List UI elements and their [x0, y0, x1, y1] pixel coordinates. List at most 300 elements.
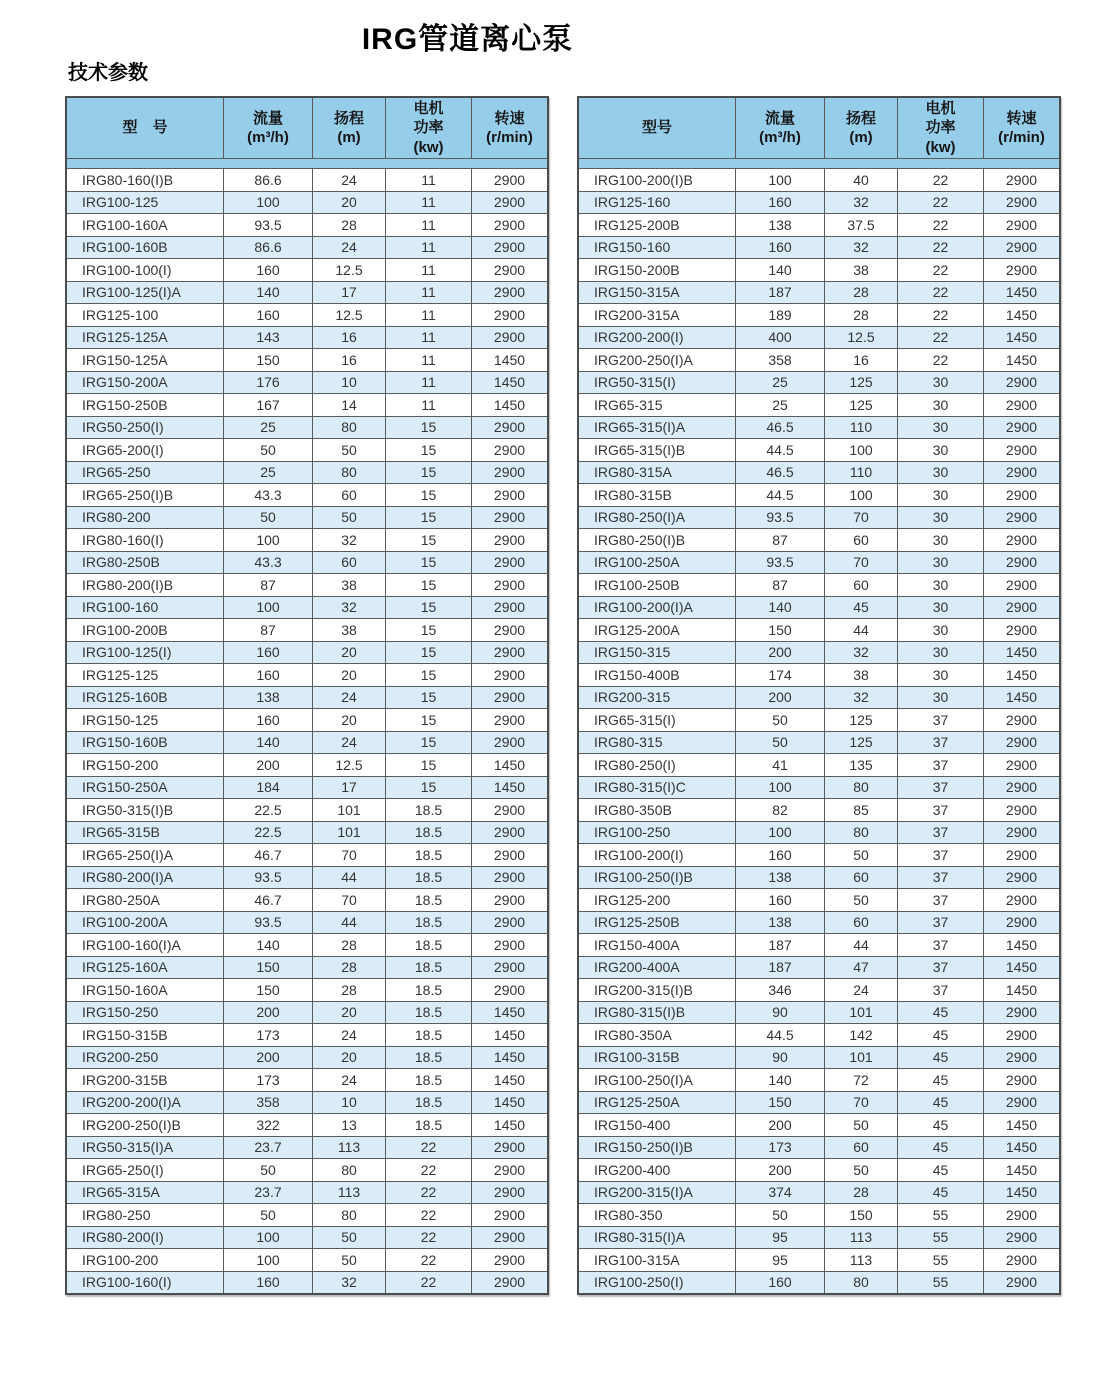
value-cell: 18.5 — [386, 979, 472, 1002]
model-cell: IRG100-200(I) — [578, 844, 736, 867]
value-cell: 60 — [825, 1136, 898, 1159]
value-cell: 60 — [313, 484, 386, 507]
table-row — [66, 799, 548, 822]
model-cell: IRG80-250B — [66, 551, 224, 574]
table-row — [66, 326, 548, 349]
value-cell: 45 — [898, 1114, 984, 1137]
value-cell: 138 — [736, 866, 825, 889]
value-cell: 200 — [224, 1001, 313, 1024]
model-cell: IRG65-315 — [578, 394, 736, 417]
value-cell: 37 — [898, 799, 984, 822]
spec-table-right-head — [578, 97, 1060, 169]
model-cell: IRG150-400 — [578, 1114, 736, 1137]
page-title: IRG管道离心泵 — [361, 23, 574, 56]
value-cell: 80 — [313, 416, 386, 439]
table-row — [66, 1046, 548, 1069]
value-cell: 1450 — [984, 304, 1061, 327]
value-cell: 30 — [898, 371, 984, 394]
value-cell: 2900 — [984, 416, 1061, 439]
table-row — [578, 1024, 1060, 1047]
value-cell: 2900 — [472, 1159, 549, 1182]
value-cell: 18.5 — [386, 1114, 472, 1137]
model-cell: IRG150-315B — [66, 1024, 224, 1047]
table-row — [66, 1114, 548, 1137]
value-cell: 15 — [386, 506, 472, 529]
value-cell: 20 — [313, 191, 386, 214]
value-cell: 23.7 — [224, 1181, 313, 1204]
value-cell: 2900 — [984, 889, 1061, 912]
value-cell: 1450 — [984, 1136, 1061, 1159]
model-cell: IRG80-315(I)C — [578, 776, 736, 799]
value-cell: 110 — [825, 416, 898, 439]
model-cell: IRG125-125A — [66, 326, 224, 349]
model-cell: IRG100-125(I) — [66, 641, 224, 664]
model-cell: IRG80-250(I)A — [578, 506, 736, 529]
model-cell: IRG150-200 — [66, 754, 224, 777]
value-cell: 187 — [736, 934, 825, 957]
value-cell: 2900 — [472, 1204, 549, 1227]
column-header: 流量 (m³/h) — [224, 97, 313, 159]
table-row — [578, 1226, 1060, 1249]
value-cell: 37 — [898, 776, 984, 799]
header-separator-cell — [66, 159, 548, 169]
value-cell: 37 — [898, 866, 984, 889]
table-row — [66, 574, 548, 597]
value-cell: 22 — [898, 304, 984, 327]
model-cell: IRG150-200B — [578, 259, 736, 282]
value-cell: 28 — [825, 304, 898, 327]
value-cell: 25 — [224, 416, 313, 439]
table-row — [578, 1159, 1060, 1182]
value-cell: 1450 — [984, 1159, 1061, 1182]
table-row — [578, 1181, 1060, 1204]
value-cell: 11 — [386, 169, 472, 192]
table-row — [578, 461, 1060, 484]
value-cell: 30 — [898, 664, 984, 687]
value-cell: 1450 — [984, 934, 1061, 957]
table-row — [66, 866, 548, 889]
value-cell: 15 — [386, 439, 472, 462]
value-cell: 2900 — [472, 1136, 549, 1159]
value-cell: 55 — [898, 1226, 984, 1249]
table-row — [66, 236, 548, 259]
model-cell: IRG100-315B — [578, 1046, 736, 1069]
value-cell: 12.5 — [313, 754, 386, 777]
table-row — [578, 1001, 1060, 1024]
table-row — [578, 371, 1060, 394]
value-cell: 2900 — [472, 326, 549, 349]
value-cell: 60 — [825, 911, 898, 934]
table-row — [66, 394, 548, 417]
value-cell: 100 — [736, 776, 825, 799]
value-cell: 45 — [898, 1046, 984, 1069]
value-cell: 46.7 — [224, 889, 313, 912]
value-cell: 22 — [898, 236, 984, 259]
value-cell: 50 — [736, 1204, 825, 1227]
value-cell: 2900 — [984, 1046, 1061, 1069]
value-cell: 174 — [736, 664, 825, 687]
value-cell: 160 — [736, 236, 825, 259]
value-cell: 113 — [825, 1249, 898, 1272]
value-cell: 1450 — [984, 349, 1061, 372]
value-cell: 160 — [224, 709, 313, 732]
value-cell: 2900 — [984, 709, 1061, 732]
value-cell: 93.5 — [224, 214, 313, 237]
value-cell: 46.7 — [224, 844, 313, 867]
value-cell: 70 — [825, 506, 898, 529]
model-cell: IRG100-250(I)B — [578, 866, 736, 889]
table-row — [578, 259, 1060, 282]
value-cell: 2900 — [472, 259, 549, 282]
value-cell: 1450 — [472, 1091, 549, 1114]
spec-table-right — [577, 96, 1061, 1295]
value-cell: 44 — [313, 911, 386, 934]
value-cell: 2900 — [984, 461, 1061, 484]
value-cell: 140 — [224, 281, 313, 304]
value-cell: 32 — [825, 191, 898, 214]
value-cell: 15 — [386, 461, 472, 484]
value-cell: 15 — [386, 484, 472, 507]
value-cell: 50 — [224, 439, 313, 462]
value-cell: 100 — [736, 821, 825, 844]
table-row — [578, 911, 1060, 934]
column-header: 电机 功率 (kw) — [898, 97, 984, 159]
table-row — [578, 416, 1060, 439]
value-cell: 140 — [736, 596, 825, 619]
table-row — [66, 641, 548, 664]
value-cell: 18.5 — [386, 866, 472, 889]
value-cell: 200 — [736, 1159, 825, 1182]
model-cell: IRG100-160B — [66, 236, 224, 259]
value-cell: 15 — [386, 619, 472, 642]
value-cell: 101 — [313, 821, 386, 844]
value-cell: 160 — [736, 844, 825, 867]
value-cell: 113 — [313, 1181, 386, 1204]
value-cell: 18.5 — [386, 1091, 472, 1114]
table-row — [578, 979, 1060, 1002]
value-cell: 160 — [736, 1271, 825, 1294]
value-cell: 2900 — [984, 754, 1061, 777]
table-row — [66, 956, 548, 979]
value-cell: 15 — [386, 686, 472, 709]
table-row — [578, 281, 1060, 304]
table-row — [66, 1136, 548, 1159]
value-cell: 150 — [224, 956, 313, 979]
value-cell: 2900 — [984, 484, 1061, 507]
table-row — [578, 619, 1060, 642]
table-row — [66, 506, 548, 529]
model-cell: IRG150-250(I)B — [578, 1136, 736, 1159]
value-cell: 142 — [825, 1024, 898, 1047]
value-cell: 1450 — [984, 686, 1061, 709]
value-cell: 15 — [386, 709, 472, 732]
value-cell: 322 — [224, 1114, 313, 1137]
value-cell: 2900 — [472, 956, 549, 979]
value-cell: 2900 — [984, 731, 1061, 754]
value-cell: 24 — [825, 979, 898, 1002]
value-cell: 11 — [386, 281, 472, 304]
model-cell: IRG80-250(I) — [578, 754, 736, 777]
value-cell: 2900 — [472, 709, 549, 732]
value-cell: 12.5 — [313, 304, 386, 327]
value-cell: 1450 — [472, 1114, 549, 1137]
value-cell: 30 — [898, 551, 984, 574]
table-row — [578, 596, 1060, 619]
value-cell: 2900 — [984, 619, 1061, 642]
value-cell: 173 — [224, 1069, 313, 1092]
value-cell: 15 — [386, 664, 472, 687]
value-cell: 28 — [825, 281, 898, 304]
value-cell: 12.5 — [313, 259, 386, 282]
value-cell: 2900 — [984, 1226, 1061, 1249]
model-cell: IRG125-200 — [578, 889, 736, 912]
model-cell: IRG150-200A — [66, 371, 224, 394]
value-cell: 2900 — [984, 529, 1061, 552]
value-cell: 90 — [736, 1046, 825, 1069]
value-cell: 150 — [224, 349, 313, 372]
value-cell: 113 — [313, 1136, 386, 1159]
value-cell: 16 — [825, 349, 898, 372]
model-cell: IRG150-160A — [66, 979, 224, 1002]
model-cell: IRG80-315(I)A — [578, 1226, 736, 1249]
model-cell: IRG65-315(I) — [578, 709, 736, 732]
value-cell: 37 — [898, 754, 984, 777]
value-cell: 125 — [825, 709, 898, 732]
value-cell: 50 — [224, 506, 313, 529]
table-row — [66, 1204, 548, 1227]
table-row — [578, 934, 1060, 957]
value-cell: 50 — [313, 439, 386, 462]
value-cell: 45 — [898, 1001, 984, 1024]
value-cell: 46.5 — [736, 416, 825, 439]
model-cell: IRG200-315B — [66, 1069, 224, 1092]
value-cell: 24 — [313, 731, 386, 754]
model-cell: IRG80-200(I)B — [66, 574, 224, 597]
table-row — [578, 236, 1060, 259]
value-cell: 87 — [736, 529, 825, 552]
value-cell: 1450 — [472, 1001, 549, 1024]
value-cell: 173 — [224, 1024, 313, 1047]
table-row — [66, 1091, 548, 1114]
table-row — [578, 1204, 1060, 1227]
value-cell: 1450 — [984, 979, 1061, 1002]
value-cell: 24 — [313, 1069, 386, 1092]
value-cell: 50 — [825, 1114, 898, 1137]
value-cell: 45 — [825, 596, 898, 619]
value-cell: 87 — [224, 574, 313, 597]
model-cell: IRG80-160(I) — [66, 529, 224, 552]
value-cell: 80 — [825, 821, 898, 844]
model-cell: IRG150-250B — [66, 394, 224, 417]
table-row — [578, 889, 1060, 912]
value-cell: 160 — [736, 191, 825, 214]
table-row — [66, 169, 548, 192]
table-row — [66, 709, 548, 732]
value-cell: 150 — [825, 1204, 898, 1227]
table-row — [66, 596, 548, 619]
value-cell: 18.5 — [386, 821, 472, 844]
value-cell: 32 — [313, 1271, 386, 1294]
value-cell: 22 — [386, 1159, 472, 1182]
value-cell: 37 — [898, 709, 984, 732]
table-row — [66, 1249, 548, 1272]
model-cell: IRG100-100(I) — [66, 259, 224, 282]
value-cell: 2900 — [984, 214, 1061, 237]
value-cell: 85 — [825, 799, 898, 822]
value-cell: 93.5 — [736, 551, 825, 574]
table-row — [578, 799, 1060, 822]
value-cell: 45 — [898, 1069, 984, 1092]
value-cell: 25 — [224, 461, 313, 484]
model-cell: IRG200-400A — [578, 956, 736, 979]
value-cell: 45 — [898, 1159, 984, 1182]
table-row — [578, 574, 1060, 597]
value-cell: 2900 — [984, 1024, 1061, 1047]
value-cell: 18.5 — [386, 956, 472, 979]
value-cell: 2900 — [984, 866, 1061, 889]
value-cell: 100 — [224, 191, 313, 214]
value-cell: 184 — [224, 776, 313, 799]
model-cell: IRG200-400 — [578, 1159, 736, 1182]
value-cell: 32 — [313, 529, 386, 552]
value-cell: 24 — [313, 236, 386, 259]
value-cell: 160 — [736, 889, 825, 912]
value-cell: 10 — [313, 371, 386, 394]
value-cell: 38 — [313, 619, 386, 642]
value-cell: 22 — [898, 326, 984, 349]
value-cell: 22.5 — [224, 799, 313, 822]
value-cell: 2900 — [472, 439, 549, 462]
value-cell: 37 — [898, 934, 984, 957]
value-cell: 70 — [825, 1091, 898, 1114]
value-cell: 50 — [313, 1249, 386, 1272]
value-cell: 30 — [898, 416, 984, 439]
value-cell: 18.5 — [386, 1024, 472, 1047]
value-cell: 2900 — [984, 551, 1061, 574]
value-cell: 2900 — [984, 191, 1061, 214]
value-cell: 17 — [313, 776, 386, 799]
value-cell: 1450 — [984, 1114, 1061, 1137]
table-row — [66, 1159, 548, 1182]
value-cell: 93.5 — [224, 911, 313, 934]
model-cell: IRG150-125 — [66, 709, 224, 732]
value-cell: 2900 — [984, 911, 1061, 934]
value-cell: 22 — [386, 1249, 472, 1272]
value-cell: 45 — [898, 1091, 984, 1114]
value-cell: 37 — [898, 844, 984, 867]
table-row — [66, 439, 548, 462]
value-cell: 30 — [898, 641, 984, 664]
table-row — [66, 754, 548, 777]
value-cell: 1450 — [984, 956, 1061, 979]
value-cell: 87 — [224, 619, 313, 642]
value-cell: 400 — [736, 326, 825, 349]
value-cell: 2900 — [472, 731, 549, 754]
model-cell: IRG50-250(I) — [66, 416, 224, 439]
table-row — [66, 1181, 548, 1204]
spec-table-left — [65, 96, 549, 1295]
model-cell: IRG100-315A — [578, 1249, 736, 1272]
value-cell: 18.5 — [386, 934, 472, 957]
table-row — [66, 416, 548, 439]
value-cell: 93.5 — [736, 506, 825, 529]
table-row — [578, 394, 1060, 417]
value-cell: 22 — [386, 1204, 472, 1227]
value-cell: 72 — [825, 1069, 898, 1092]
value-cell: 2900 — [984, 776, 1061, 799]
value-cell: 23.7 — [224, 1136, 313, 1159]
value-cell: 2900 — [984, 1091, 1061, 1114]
value-cell: 37 — [898, 956, 984, 979]
model-cell: IRG80-200(I) — [66, 1226, 224, 1249]
table-row — [66, 1069, 548, 1092]
model-cell: IRG125-200A — [578, 619, 736, 642]
value-cell: 50 — [825, 889, 898, 912]
table-row — [66, 979, 548, 1002]
value-cell: 15 — [386, 776, 472, 799]
value-cell: 37 — [898, 731, 984, 754]
value-cell: 22 — [386, 1271, 472, 1294]
value-cell: 15 — [386, 754, 472, 777]
model-cell: IRG200-315 — [578, 686, 736, 709]
value-cell: 160 — [224, 259, 313, 282]
model-cell: IRG50-315(I)B — [66, 799, 224, 822]
value-cell: 28 — [313, 214, 386, 237]
value-cell: 1450 — [472, 394, 549, 417]
model-cell: IRG80-350A — [578, 1024, 736, 1047]
value-cell: 95 — [736, 1226, 825, 1249]
value-cell: 2900 — [472, 304, 549, 327]
value-cell: 2900 — [472, 169, 549, 192]
model-cell: IRG150-250A — [66, 776, 224, 799]
column-header: 转速 (r/min) — [472, 97, 549, 159]
value-cell: 22 — [386, 1181, 472, 1204]
table-row — [578, 866, 1060, 889]
value-cell: 200 — [224, 754, 313, 777]
value-cell: 2900 — [472, 236, 549, 259]
table-row — [66, 1271, 548, 1294]
value-cell: 2900 — [984, 259, 1061, 282]
value-cell: 110 — [825, 461, 898, 484]
value-cell: 15 — [386, 551, 472, 574]
table-row — [66, 889, 548, 912]
value-cell: 2900 — [472, 416, 549, 439]
value-cell: 2900 — [984, 596, 1061, 619]
value-cell: 2900 — [984, 506, 1061, 529]
value-cell: 2900 — [472, 1181, 549, 1204]
value-cell: 22 — [898, 349, 984, 372]
model-cell: IRG100-160A — [66, 214, 224, 237]
model-cell: IRG100-250 — [578, 821, 736, 844]
value-cell: 2900 — [472, 484, 549, 507]
value-cell: 13 — [313, 1114, 386, 1137]
value-cell: 173 — [736, 1136, 825, 1159]
value-cell: 12.5 — [825, 326, 898, 349]
value-cell: 18.5 — [386, 1001, 472, 1024]
model-cell: IRG100-160(I) — [66, 1271, 224, 1294]
value-cell: 1450 — [472, 754, 549, 777]
value-cell: 11 — [386, 236, 472, 259]
value-cell: 200 — [736, 641, 825, 664]
value-cell: 2900 — [472, 214, 549, 237]
value-cell: 11 — [386, 214, 472, 237]
value-cell: 11 — [386, 304, 472, 327]
value-cell: 15 — [386, 731, 472, 754]
value-cell: 101 — [825, 1046, 898, 1069]
value-cell: 18.5 — [386, 911, 472, 934]
model-cell: IRG100-200(I)B — [578, 169, 736, 192]
value-cell: 113 — [825, 1226, 898, 1249]
